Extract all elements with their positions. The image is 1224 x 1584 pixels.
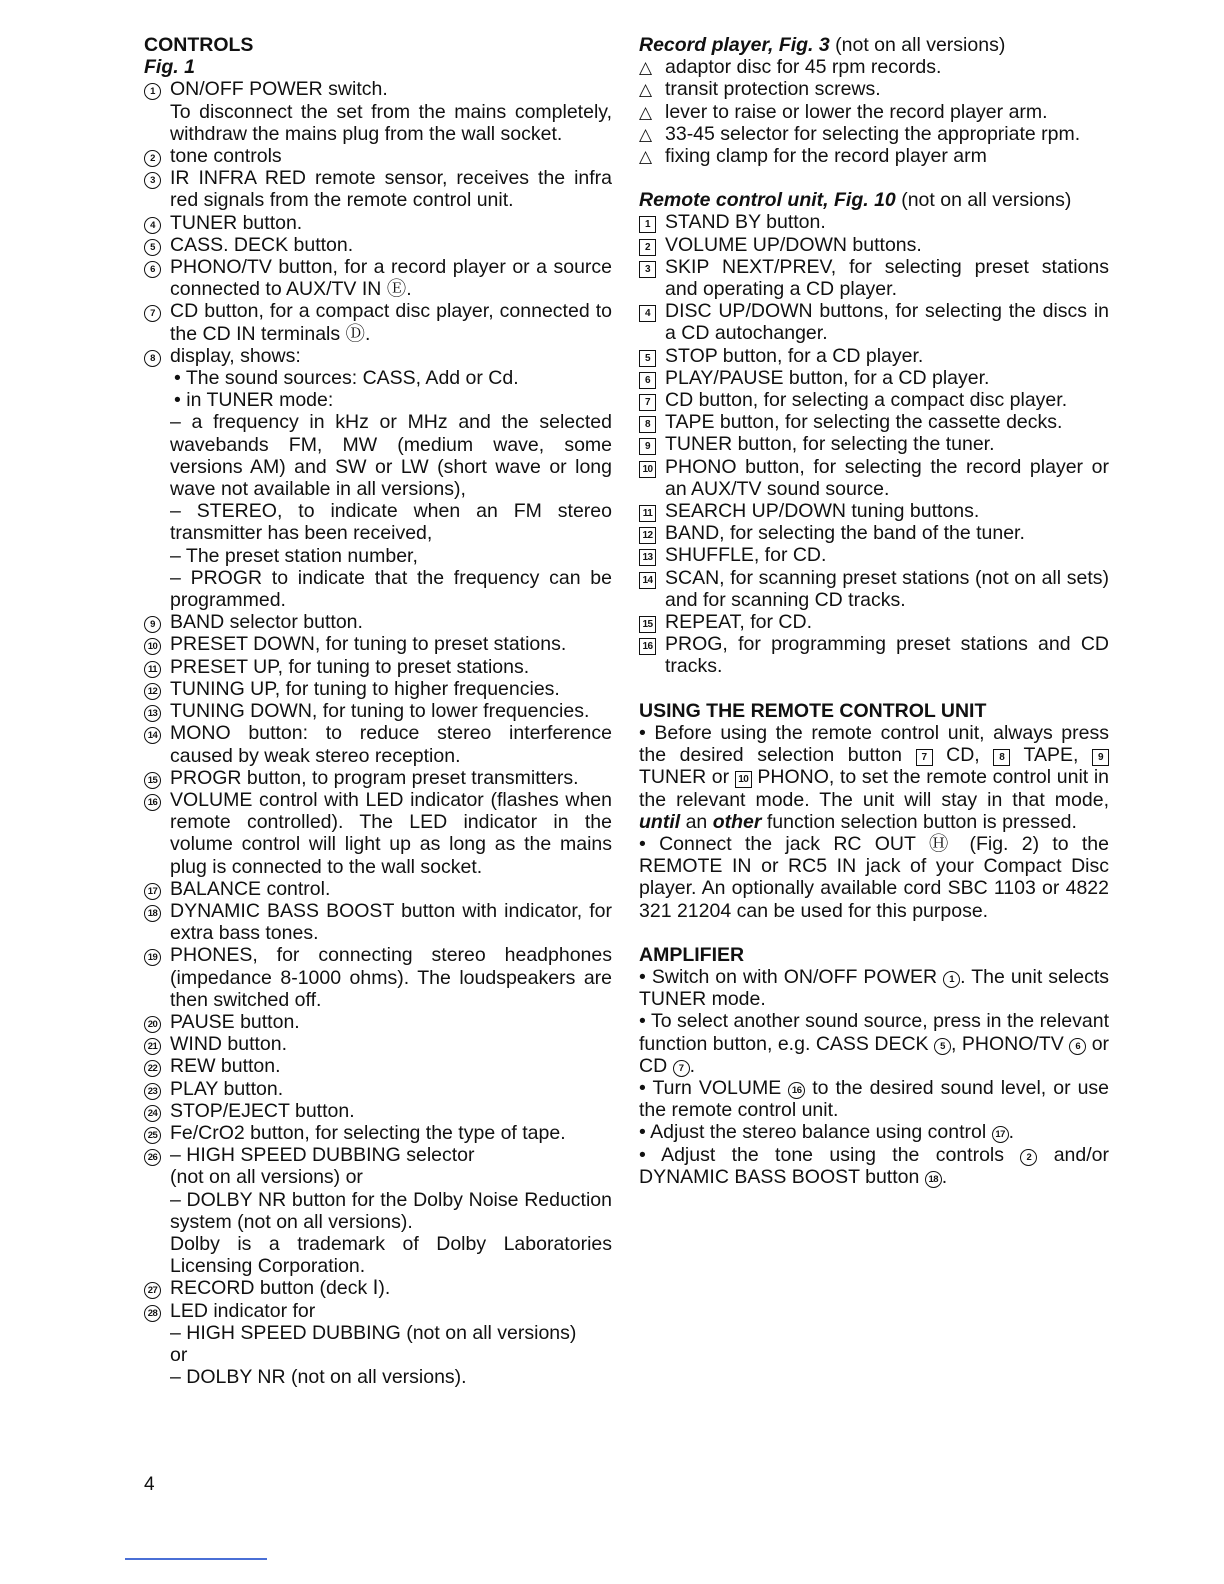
circled-number: 17 — [992, 1126, 1009, 1143]
circled-number: 16 — [144, 794, 161, 811]
item-text: TUNING UP, for tuning to higher frequencies. — [170, 677, 560, 700]
item-text: adaptor disc for 45 rpm records. — [665, 56, 942, 79]
item-text: TUNER button. — [170, 211, 303, 234]
item-text: REPEAT, for CD. — [665, 611, 813, 634]
circled-number: 19 — [144, 949, 161, 966]
boxed-number: 2 — [639, 239, 656, 256]
list-item — [639, 56, 1109, 78]
circled-number: 27 — [144, 1282, 161, 1299]
list-item — [144, 944, 612, 1011]
display-sub: – a frequency in kHz or MHz and the selected wavebands FM, MW (medium wave, some versions AM) and SW or LW (short wave or long wave not available in all versions), — [170, 411, 612, 501]
item-text: REW button. — [170, 1055, 281, 1078]
item-text: PAUSE button. — [170, 1010, 300, 1033]
item-text: PROGR button, to program preset transmitters. — [170, 766, 579, 789]
circled-number: 23 — [144, 1083, 161, 1100]
circled-number: 1 — [144, 83, 161, 100]
list-item — [639, 345, 1109, 367]
circled-number: 26 — [144, 1149, 161, 1166]
list-item — [144, 678, 612, 700]
circled-number: 20 — [144, 1016, 161, 1033]
circled-number: 8 — [144, 350, 161, 367]
list-item — [144, 300, 612, 344]
warning-triangle-icon: △ — [639, 124, 653, 144]
circled-number: 17 — [144, 883, 161, 900]
circled-number: 3 — [144, 172, 161, 189]
item-text: 33-45 selector for selecting the appropriate rpm. — [665, 122, 1081, 145]
boxed-number: 9 — [639, 438, 656, 455]
item-note: – DOLBY NR button for the Dolby Noise Reduction system (not on all versions). — [170, 1188, 612, 1233]
item-text: VOLUME UP/DOWN buttons. — [665, 233, 922, 256]
circled-number: 9 — [144, 616, 161, 633]
item-text: TUNING DOWN, for tuning to lower frequencies. — [170, 700, 590, 723]
item-text: MONO button: to reduce stereo interference caused by weak stereo reception. — [170, 722, 612, 767]
item-text: SCAN, for scanning preset stations (not on all sets) and for scanning CD tracks. — [665, 566, 1109, 611]
list-item — [144, 1300, 612, 1322]
list-item — [144, 145, 612, 167]
item-text: PRESET DOWN, for tuning to preset stations. — [170, 633, 567, 656]
circled-number: 1 — [943, 971, 960, 988]
circled-number: 13 — [144, 705, 161, 722]
item-text: WIND button. — [170, 1033, 288, 1056]
boxed-number: 8 — [639, 416, 656, 433]
circled-number: 21 — [144, 1038, 161, 1055]
boxed-number: 7 — [639, 394, 656, 411]
circled-number: 25 — [144, 1127, 161, 1144]
boxed-number: 5 — [639, 350, 656, 367]
controls-heading: CONTROLS — [144, 34, 254, 56]
item-text: BAND selector button. — [170, 611, 363, 634]
item-note: – DOLBY NR (not on all versions). — [170, 1366, 467, 1389]
circled-number: 15 — [144, 772, 161, 789]
item-text: TAPE button, for selecting the cassette decks. — [665, 411, 1063, 434]
circled-number: 18 — [144, 905, 161, 922]
boxed-number: 7 — [916, 749, 933, 766]
item-note: (not on all versions) or — [170, 1166, 363, 1189]
boxed-number: 15 — [639, 616, 656, 633]
list-item — [639, 367, 1109, 389]
list-item — [144, 212, 612, 234]
list-item — [639, 633, 1109, 677]
list-item — [144, 1033, 612, 1055]
item-text: PLAY button. — [170, 1077, 284, 1100]
list-item — [639, 456, 1109, 500]
using-remote-paragraph: • Before using the remote control unit, always press the desired selection button 7 CD, 8 TAPE, 9 TUNER or 10 PHONO, to set the remote control unit in the relevant mode. The unit will stay in that mode, until an other function selection button is pressed. — [639, 721, 1109, 833]
display-sub: – The preset station number, — [170, 544, 418, 567]
circled-number: 24 — [144, 1105, 161, 1122]
circled-number: 2 — [144, 150, 161, 167]
warning-triangle-icon: △ — [639, 102, 653, 122]
list-item — [639, 101, 1109, 123]
item-text: tone controls — [170, 145, 282, 168]
boxed-number: 12 — [639, 527, 656, 544]
item-text: lever to raise or lower the record player arm. — [665, 100, 1048, 123]
item-text: CD button, for a compact disc player, connected to the CD IN terminals Ⓓ. — [170, 300, 612, 345]
list-item — [144, 1144, 612, 1166]
list-item — [144, 722, 612, 766]
display-bullet: • The sound sources: CASS, Add or Cd. — [174, 367, 519, 390]
warning-triangle-icon: △ — [639, 80, 653, 100]
footer-rule — [125, 1558, 267, 1560]
item-text: SHUFFLE, for CD. — [665, 544, 827, 567]
item-text: CD button, for selecting a compact disc player. — [665, 389, 1068, 412]
amplifier-paragraph: • Adjust the stereo balance using control 17 . — [639, 1121, 1015, 1144]
list-item — [639, 211, 1109, 233]
circled-number: 10 — [144, 638, 161, 655]
circled-number: 22 — [144, 1060, 161, 1077]
item-text: Fe/CrO2 button, for selecting the type of tape. — [170, 1121, 566, 1144]
item-text: – HIGH SPEED DUBBING selector — [170, 1144, 475, 1167]
boxed-number: 1 — [639, 216, 656, 233]
list-item — [144, 345, 612, 367]
boxed-number: 10 — [639, 461, 656, 478]
using-remote-heading: USING THE REMOTE CONTROL UNIT — [639, 699, 987, 722]
boxed-number: 9 — [1092, 749, 1109, 766]
list-item — [144, 1078, 612, 1100]
list-item — [144, 167, 612, 211]
list-item — [144, 633, 612, 655]
boxed-number: 16 — [639, 638, 656, 655]
list-item — [144, 1277, 612, 1299]
circled-number: 28 — [144, 1305, 161, 1322]
warning-triangle-icon: △ — [639, 58, 653, 78]
list-item — [144, 789, 612, 878]
item-text: DISC UP/DOWN buttons, for selecting the discs in a CD autochanger. — [665, 300, 1109, 345]
list-item — [144, 1100, 612, 1122]
circled-number: 6 — [144, 261, 161, 278]
boxed-number: 10 — [735, 771, 752, 788]
list-item — [639, 300, 1109, 344]
circled-number: 11 — [144, 661, 161, 678]
display-bullet: • in TUNER mode: — [174, 389, 334, 412]
item-text: PHONO button, for selecting the record player or an AUX/TV sound source. — [665, 455, 1109, 500]
list-item — [639, 611, 1109, 633]
list-item — [639, 256, 1109, 300]
item-text: BAND, for selecting the band of the tuner. — [665, 522, 1025, 545]
item-text: SKIP NEXT/PREV, for selecting preset stations and operating a CD player. — [665, 255, 1109, 301]
item-text: IR INFRA RED remote sensor, receives the infra red signals from the remote control unit. — [170, 167, 612, 212]
list-item — [639, 123, 1109, 145]
circled-number: 2 — [1020, 1149, 1037, 1166]
circled-number: 18 — [925, 1171, 942, 1188]
circled-number: 5 — [144, 239, 161, 256]
circled-number: 5 — [934, 1038, 951, 1055]
list-item — [639, 78, 1109, 100]
item-text: CASS. DECK button. — [170, 233, 354, 256]
item-text: ON/OFF POWER switch. — [170, 78, 388, 101]
list-item — [144, 256, 612, 300]
item-text: STOP/EJECT button. — [170, 1099, 355, 1122]
item-note: To disconnect the set from the mains completely, withdraw the mains plug from the wall socket. — [170, 100, 612, 145]
amplifier-heading: AMPLIFIER — [639, 943, 745, 966]
list-item — [144, 767, 612, 789]
circled-number: 7 — [144, 305, 161, 322]
boxed-number: 13 — [639, 549, 656, 566]
list-item — [639, 234, 1109, 256]
item-text: VOLUME control with LED indicator (flashes when remote controlled). The LED indicator in the volume control will light up as long as the mains plug is connected to the wall socket. — [170, 788, 612, 878]
list-item — [144, 611, 612, 633]
boxed-number: 3 — [639, 261, 656, 278]
list-item — [639, 389, 1109, 411]
list-item — [144, 78, 612, 100]
item-text: PHONES, for connecting stereo headphones (impedance 8-1000 ohms). The loudspeakers are then switched off. — [170, 944, 612, 1011]
list-item — [144, 234, 612, 256]
circled-number: 4 — [144, 217, 161, 234]
using-remote-paragraph: • Connect the jack RC OUT Ⓗ (Fig. 2) to the REMOTE IN or RC5 IN jack of your Compact Disc player. An optionally available cord SBC 1103 or 4822 321 21204 can be used for this purpose. — [639, 832, 1109, 922]
item-text: STAND BY button. — [665, 211, 826, 234]
amplifier-paragraph: • Turn VOLUME 16 to the desired sound level, or use the remote control unit. — [639, 1076, 1110, 1122]
amplifier-paragraph: • Switch on with ON/OFF POWER 1 . The unit selects TUNER mode. — [639, 965, 1109, 1011]
list-item — [639, 411, 1109, 433]
item-text: fixing clamp for the record player arm — [665, 145, 987, 168]
page-number: 4 — [144, 1474, 155, 1495]
item-text: BALANCE control. — [170, 877, 331, 900]
item-text: RECORD button (deck Ⅰ). — [170, 1277, 391, 1300]
item-note: Dolby is a trademark of Dolby Laboratories Licensing Corporation. — [170, 1232, 612, 1278]
list-item — [144, 900, 612, 944]
circled-number: 6 — [1069, 1038, 1086, 1055]
item-text: PROG, for programming preset stations and CD tracks. — [665, 633, 1109, 678]
display-sub: – PROGR to indicate that the frequency can be programmed. — [170, 566, 612, 612]
circled-number: 16 — [788, 1082, 805, 1099]
list-item — [144, 656, 612, 678]
circled-number: 14 — [144, 727, 161, 744]
list-item — [144, 700, 612, 722]
right-column — [639, 34, 1109, 1188]
list-item — [639, 544, 1109, 566]
remote-control-title: Remote control unit, Fig. 10 (not on all versions) — [639, 189, 1072, 212]
list-item — [144, 1011, 612, 1033]
item-note: or — [170, 1343, 188, 1366]
item-text: PHONO/TV button, for a record player or a source connected to AUX/TV IN Ⓔ. — [170, 256, 612, 301]
display-sub: – STEREO, to indicate when an FM stereo transmitter has been received, — [170, 500, 612, 545]
fig-label: Fig. 1 — [144, 56, 195, 79]
circled-number: 12 — [144, 683, 161, 700]
left-column — [144, 34, 612, 1388]
item-text: PLAY/PAUSE button, for a CD player. — [665, 366, 990, 389]
record-player-title: Record player, Fig. 3 (not on all versions) — [639, 34, 1006, 56]
boxed-number: 4 — [639, 305, 656, 322]
item-text: LED indicator for — [170, 1299, 316, 1322]
list-item — [144, 1055, 612, 1077]
item-text: PRESET UP, for tuning to preset stations. — [170, 655, 530, 678]
item-note: – HIGH SPEED DUBBING (not on all versions) — [170, 1321, 577, 1344]
boxed-number: 6 — [639, 372, 656, 389]
item-text: SEARCH UP/DOWN tuning buttons. — [665, 500, 980, 523]
list-item — [639, 500, 1109, 522]
list-item — [639, 567, 1109, 611]
boxed-number: 11 — [639, 505, 656, 522]
amplifier-paragraph: • Adjust the tone using the controls 2 and/or DYNAMIC BASS BOOST button 18 . — [639, 1143, 1109, 1188]
item-text: transit protection screws. — [665, 78, 881, 101]
boxed-number: 14 — [639, 572, 656, 589]
list-item — [639, 522, 1109, 544]
list-item — [639, 145, 1109, 167]
warning-triangle-icon: △ — [639, 147, 653, 167]
list-item — [144, 878, 612, 900]
item-text: DYNAMIC BASS BOOST button with indicator, for extra bass tones. — [170, 899, 612, 945]
item-text: TUNER button, for selecting the tuner. — [665, 433, 995, 456]
list-item — [639, 433, 1109, 455]
boxed-number: 8 — [993, 749, 1010, 766]
item-text: display, shows: — [170, 344, 301, 367]
item-text: STOP button, for a CD player. — [665, 344, 924, 367]
amplifier-paragraph: • To select another sound source, press in the relevant function button, e.g. CASS DECK 5 , PHONO/TV 6 or CD 7 . — [639, 1010, 1110, 1077]
list-item — [144, 1122, 612, 1144]
circled-number: 7 — [673, 1060, 690, 1077]
